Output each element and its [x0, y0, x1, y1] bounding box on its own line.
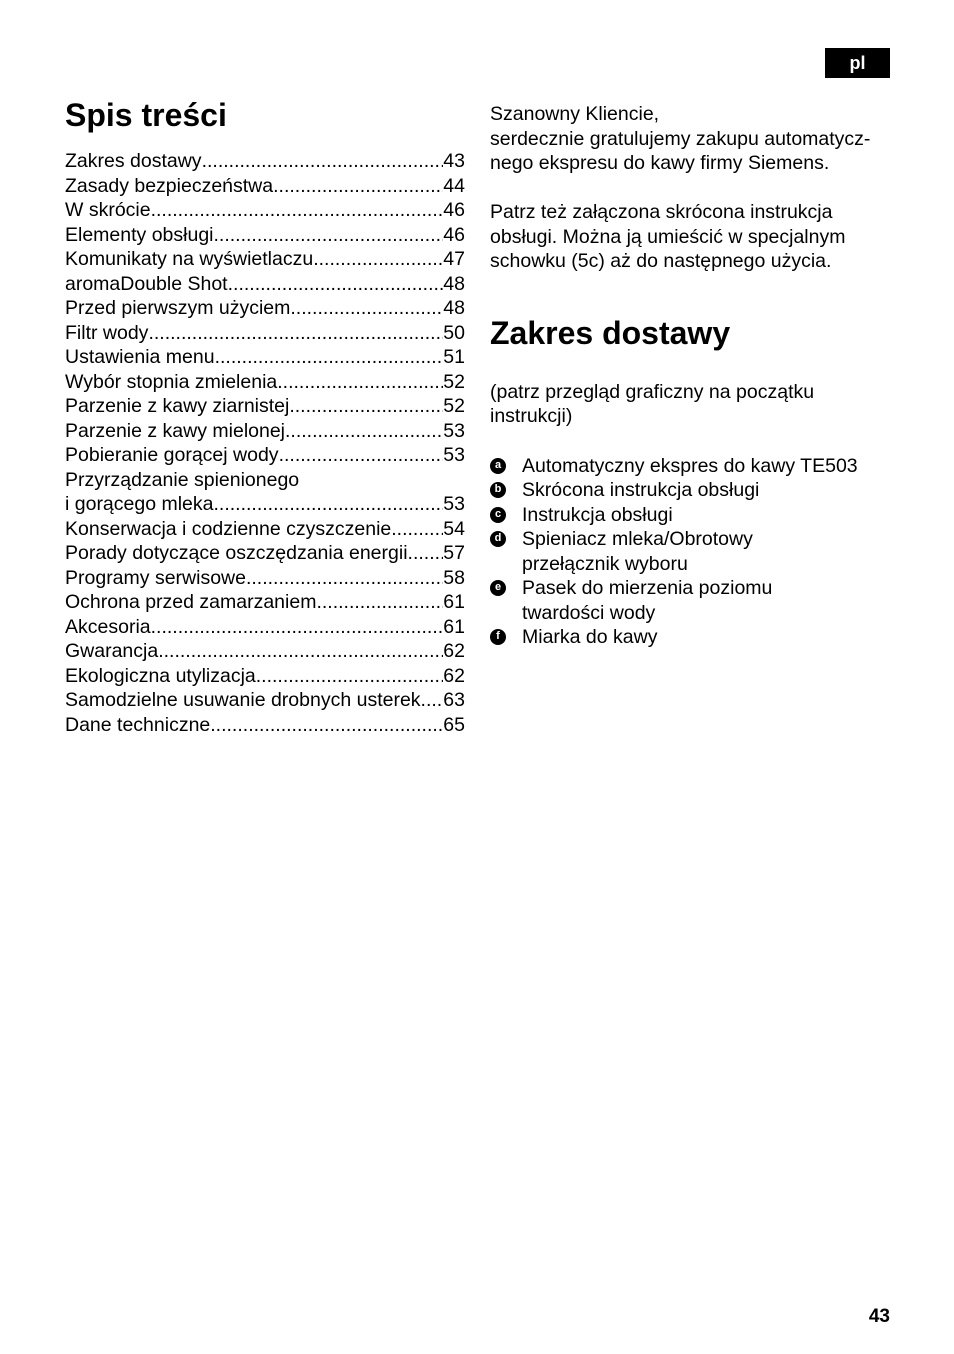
toc-entry-page: 43 [443, 150, 465, 172]
toc-entry-page: 63 [443, 689, 465, 711]
toc-entry-page: 51 [443, 346, 465, 368]
toc-list [65, 149, 465, 737]
toc-entry[interactable] [65, 639, 465, 664]
toc-entry-title: Konserwacja i codzienne czyszczenie [65, 517, 392, 540]
toc-leader-dots [214, 223, 444, 248]
toc-entry-title: Pobieranie gorącej wody [65, 444, 279, 466]
toc-entry-page: 48 [443, 272, 465, 295]
toc-entry[interactable] [65, 321, 465, 346]
toc-entry-title: Parzenie z kawy ziarnistej [65, 395, 290, 417]
intro-column [490, 102, 900, 650]
toc-leader-dots [313, 247, 443, 272]
toc-entry-title: Parzenie z kawy mielonej [65, 419, 286, 442]
toc-title: Spis treści [65, 97, 227, 133]
toc-entry-title: Ochrona przed zamarzaniem [65, 591, 317, 613]
item-text: Instrukcja obsługi [522, 503, 673, 526]
toc-leader-dots [421, 688, 444, 713]
toc-entry-page: 61 [443, 615, 465, 638]
toc-entry[interactable] [65, 688, 465, 713]
toc-entry-title: W skrócie [65, 199, 151, 221]
toc-leader-dots [289, 394, 443, 419]
toc-entry-title: Elementy obsługi [65, 223, 214, 246]
toc-entry-title: Zasady bezpieczeństwa [65, 174, 274, 197]
toc-entry-page: 54 [443, 517, 465, 540]
note-text-line: Patrz też załączona skrócona instrukcja [490, 201, 833, 223]
item-marker-f: f [490, 629, 506, 645]
toc-leader-dots [277, 370, 443, 395]
list-item [490, 576, 900, 625]
toc-entry-title: Programy serwisowe [65, 566, 246, 589]
toc-leader-dots [228, 272, 444, 297]
toc-entry-page: 61 [443, 591, 465, 613]
toc-entry-multiline[interactable] [65, 468, 465, 517]
toc-entry[interactable] [65, 443, 465, 468]
delivery-note-line: instrukcji) [490, 405, 573, 427]
toc-leader-dots [210, 713, 443, 738]
table-of-contents [65, 96, 465, 737]
page-number: 43 [868, 1306, 890, 1327]
toc-leader-dots [202, 149, 444, 174]
toc-entry-title: Samodzielne usuwanie drobnych usterek [65, 689, 421, 711]
note-text-line: schowku (5c) aż do następnego użycia. [490, 250, 832, 272]
toc-entry[interactable] [65, 566, 465, 591]
delivery-items-list [490, 454, 900, 650]
list-item [490, 625, 900, 650]
toc-entry-title: Filtr wody [65, 321, 149, 344]
toc-entry[interactable] [65, 517, 465, 542]
toc-entry-page: 62 [443, 640, 465, 662]
item-marker-a: a [490, 458, 506, 474]
toc-entry[interactable] [65, 345, 465, 370]
toc-leader-dots [290, 296, 443, 321]
toc-entry-page: 57 [443, 542, 465, 564]
toc-entry [65, 492, 465, 517]
toc-entry-title: Zakres dostawy [65, 150, 202, 172]
toc-entry-page: 46 [443, 199, 465, 221]
toc-entry[interactable] [65, 272, 465, 297]
toc-entry-title: Ekologiczna utylizacja [65, 664, 256, 687]
toc-leader-dots [246, 566, 443, 591]
toc-entry[interactable] [65, 590, 465, 615]
toc-entry-title: Porady dotyczące oszczędzania energii [65, 542, 408, 564]
toc-entry-title: aromaDouble Shot [65, 272, 228, 295]
toc-entry[interactable] [65, 247, 465, 272]
list-item [490, 454, 900, 479]
toc-entry[interactable] [65, 149, 465, 174]
toc-leader-dots [214, 492, 444, 517]
toc-entry-title: Gwarancja [65, 640, 159, 662]
list-item [490, 478, 900, 503]
toc-entry-page: 52 [443, 370, 465, 393]
item-text: Pasek do mierzenia poziomu [522, 577, 773, 599]
item-marker-c: c [490, 507, 506, 523]
toc-leader-dots [256, 664, 444, 689]
toc-entry-page: 46 [443, 223, 465, 246]
list-item [490, 527, 900, 576]
greeting: Szanowny Kliencie, [490, 103, 660, 125]
language-badge: pl [825, 48, 890, 78]
toc-leader-dots [158, 639, 443, 664]
item-text: Automatyczny ekspres do kawy TE503 [522, 454, 858, 477]
item-text: Spieniacz mleka/Obrotowy [522, 528, 753, 550]
toc-entry-page: 65 [443, 713, 465, 736]
toc-leader-dots [273, 174, 443, 199]
item-text-continued: przełącznik wyboru [522, 552, 688, 575]
item-marker-b: b [490, 482, 506, 498]
toc-entry[interactable] [65, 370, 465, 395]
toc-entry[interactable] [65, 198, 465, 223]
toc-entry-page: 44 [443, 174, 465, 197]
toc-leader-dots [279, 443, 444, 468]
delivery-note-line: (patrz przegląd graficzny na początku [490, 380, 815, 403]
toc-entry-page: 53 [443, 444, 465, 466]
toc-entry[interactable] [65, 541, 465, 566]
toc-leader-dots [391, 517, 443, 542]
item-text-continued: twardości wody [522, 601, 656, 624]
toc-entry-page: 50 [443, 321, 465, 344]
toc-entry[interactable] [65, 223, 465, 248]
note-text-line: obsługi. Można ją umieścić w specjalnym [490, 225, 846, 248]
toc-entry-page: 53 [443, 419, 465, 442]
toc-entry[interactable] [65, 419, 465, 444]
toc-entry-page: 52 [443, 395, 465, 417]
item-text: Miarka do kawy [522, 626, 658, 648]
toc-entry[interactable] [65, 713, 465, 738]
toc-entry[interactable] [65, 394, 465, 419]
toc-leader-dots [148, 321, 443, 346]
item-marker-e: e [490, 580, 506, 596]
list-item [490, 503, 900, 528]
toc-entry-page: 62 [443, 664, 465, 687]
toc-leader-dots [408, 541, 444, 566]
toc-entry-page: 47 [443, 248, 465, 270]
toc-entry-title: Ustawienia menu [65, 346, 215, 368]
item-marker-d: d [490, 531, 506, 547]
toc-entry-page: 58 [443, 566, 465, 589]
toc-entry-title: Wybór stopnia zmielenia [65, 370, 278, 393]
toc-entry-title: Przed pierwszym użyciem [65, 297, 291, 319]
toc-entry-title: Komunikaty na wyświetlaczu [65, 248, 314, 270]
toc-entry[interactable] [65, 296, 465, 321]
toc-entry-page: 48 [443, 297, 465, 319]
delivery-note [490, 380, 900, 429]
toc-entry-page: 53 [443, 493, 465, 515]
toc-leader-dots [151, 198, 444, 223]
toc-entry[interactable] [65, 664, 465, 689]
toc-leader-dots [215, 345, 444, 370]
toc-entry-title: i gorącego mleka [65, 493, 214, 515]
toc-entry-title: Dane techniczne [65, 713, 211, 736]
toc-leader-dots [151, 615, 444, 640]
item-text: Skrócona instrukcja obsługi [522, 479, 760, 501]
toc-entry[interactable] [65, 615, 465, 640]
section-heading-delivery: Zakres dostawy [490, 314, 731, 351]
toc-leader-dots [316, 590, 443, 615]
intro-text-line: nego ekspresu do kawy firmy Siemens. [490, 152, 830, 174]
intro-text-line: serdecznie gratulujemy zakupu automatycz- [490, 127, 871, 150]
toc-entry-title-line1: Przyrządzanie spienionego [65, 468, 300, 491]
toc-leader-dots [285, 419, 443, 444]
toc-entry-title: Akcesoria [65, 615, 151, 638]
toc-entry[interactable] [65, 174, 465, 199]
